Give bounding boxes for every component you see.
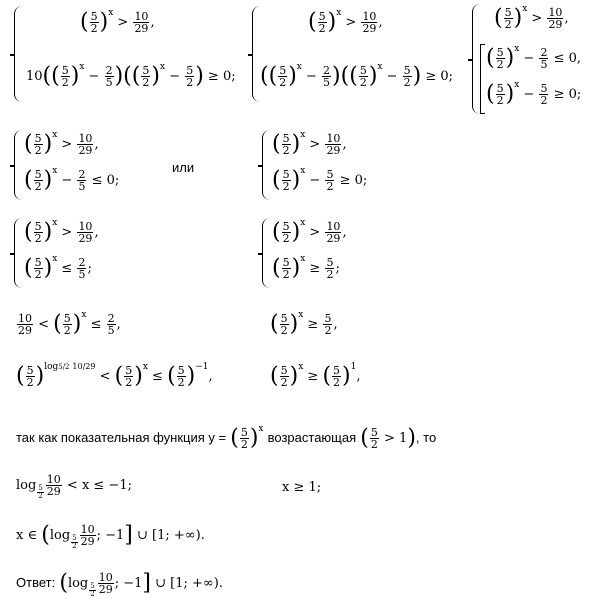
sys1-line1: ( $\frac{5}{2}$ )$^x$ > $\frac{10}{29}$ , bbox=[80, 8, 155, 35]
system-7 bbox=[262, 218, 392, 288]
sys1-line2: 10(( $\frac{5}{2}$ )$^x$ − $\frac{2}{5}$ )(( $\frac{5}{2}$ )$^x$ − $\frac{5}{2}$ ) ≥ 0; bbox=[26, 62, 236, 89]
sys3-collection bbox=[480, 44, 596, 114]
sentence-mid: возрастающая bbox=[267, 430, 357, 445]
monotonic-sentence: так как показательная функция y = ( $\frac{5}{2}$ )$^x$ возрастающая ( $\frac{5}{2}$ > 1), то bbox=[16, 424, 437, 451]
system-1 bbox=[14, 6, 244, 102]
system-2 bbox=[252, 6, 462, 102]
row1-right: ( $\frac{5}{2}$ )$^x$ ≥ $\frac{5}{2}$ , bbox=[270, 310, 338, 337]
sentence-start: так как показательная функция y = bbox=[16, 430, 227, 445]
sys3-line1: ( $\frac{5}{2}$ )$^x$ > $\frac{10}{29}$ , bbox=[494, 4, 569, 31]
sys7-line2: ( $\frac{5}{2}$ )$^x$ ≥ $\frac{5}{2}$ ; bbox=[272, 254, 340, 281]
row2-left: ( $\frac{5}{2}$ )$^{log5/2 10/29}$ < ( $\frac{5}{2}$ )$^x$ ≤ ( $\frac{5}{2}$ )$^{-1}$, bbox=[16, 362, 213, 389]
row3-left: log $_{\frac{5}{2}}$ $\frac{10}{29}$ < x ≤ −1; bbox=[16, 473, 132, 500]
sys5-line2: ( $\frac{5}{2}$ )$^x$ − $\frac{5}{2}$ ≥ 0; bbox=[272, 166, 368, 193]
sys4-line1: ( $\frac{5}{2}$ )$^x$ > $\frac{10}{29}$ , bbox=[24, 130, 99, 157]
system-6 bbox=[14, 218, 144, 288]
system-4 bbox=[14, 130, 154, 200]
sys2-line2: (( $\frac{5}{2}$ )$^x$ − $\frac{2}{5}$ )(( $\frac{5}{2}$ )$^x$ − $\frac{5}{2}$ ) ≥ 0; bbox=[260, 62, 454, 89]
system-5 bbox=[262, 130, 402, 200]
answer-line: Ответ: (log $_{\frac{5}{2}}$ $\frac{10}{29}$ ; −1] ∪ [1; +∞). bbox=[16, 570, 223, 598]
or-word: или bbox=[172, 160, 195, 175]
solution-line: x ∈ (log $_{\frac{5}{2}}$ $\frac{10}{29}$ ; −1] ∪ [1; +∞). bbox=[16, 522, 205, 550]
row2-right: ( $\frac{5}{2}$ )$^x$ ≥ ( $\frac{5}{2}$ )$^1$, bbox=[270, 362, 361, 389]
answer-label: Ответ: bbox=[16, 575, 56, 590]
row1-left: $\frac{10}{29}$ < ( $\frac{5}{2}$ )$^x$ ≤ $\frac{2}{5}$ , bbox=[18, 310, 121, 337]
sys7-line1: ( $\frac{5}{2}$ )$^x$ > $\frac{10}{29}$ , bbox=[272, 218, 347, 245]
sys4-line2: ( $\frac{5}{2}$ )$^x$ − $\frac{2}{5}$ ≤ 0; bbox=[24, 166, 120, 193]
sys6-line2: ( $\frac{5}{2}$ )$^x$ ≤ $\frac{2}{5}$ ; bbox=[24, 254, 92, 281]
sys3-line3: ( $\frac{5}{2}$ )$^x$ − $\frac{5}{2}$ ≥ 0; bbox=[486, 80, 582, 107]
row3-right: x ≥ 1; bbox=[282, 480, 322, 495]
sentence-end: , то bbox=[415, 430, 437, 445]
sys6-line1: ( $\frac{5}{2}$ )$^x$ > $\frac{10}{29}$ , bbox=[24, 218, 99, 245]
sys5-line1: ( $\frac{5}{2}$ )$^x$ > $\frac{10}{29}$ , bbox=[272, 130, 347, 157]
system-3 bbox=[472, 4, 598, 114]
sys3-line2: ( $\frac{5}{2}$ )$^x$ − $\frac{2}{5}$ ≤ 0, bbox=[486, 44, 581, 71]
sys2-line1: ( $\frac{5}{2}$ )$^x$ > $\frac{10}{29}$ , bbox=[308, 8, 383, 35]
